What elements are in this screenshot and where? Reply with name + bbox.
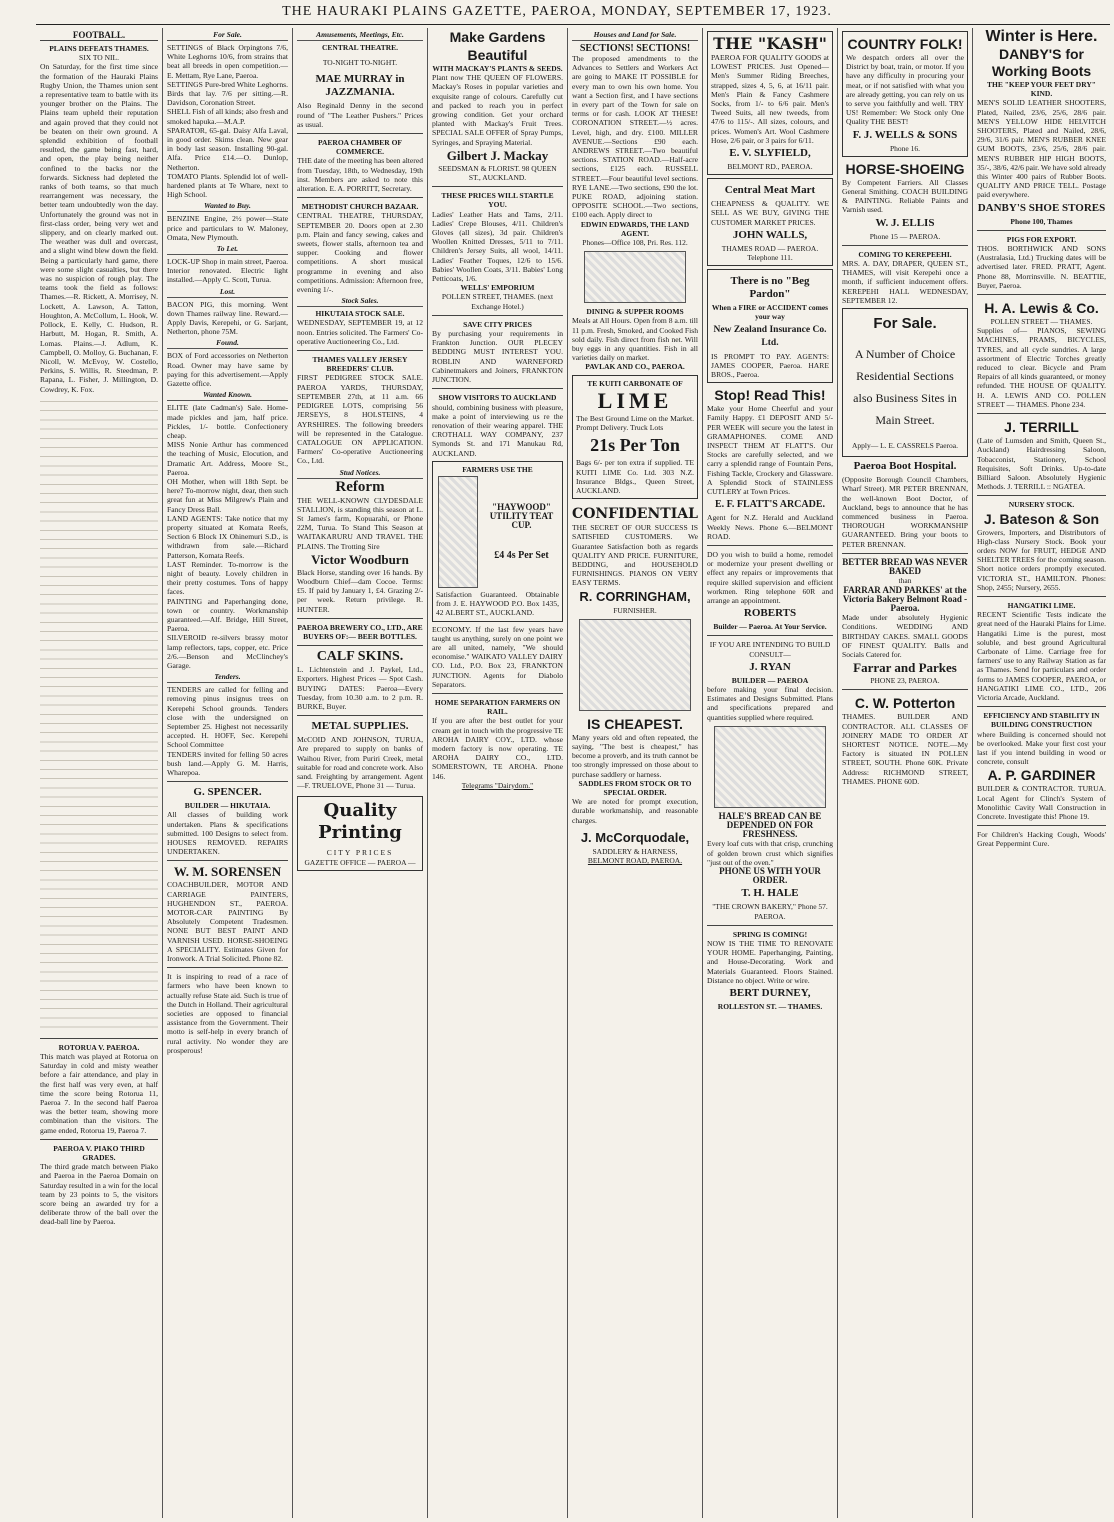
haywood-text <box>484 503 559 562</box>
mcc-address: BELMONT ROAD, PAEROA. <box>587 855 683 865</box>
divider <box>977 495 1106 496</box>
pigs-body: THOS. BORTHWICK AND SONS (Australasia, Ltd.) Trucking dates will be advertised later. FRED. PRATT, Agent. Phone 88, Morrinsville. N. BEATTIE, Buyer, Paeroa. <box>977 244 1106 290</box>
column-sports <box>36 28 163 1518</box>
potterton-name: C. W. Potterton <box>854 695 956 712</box>
story-body-continued <box>40 394 158 1034</box>
section-amusements: Amusements, Meetings, Etc. <box>297 30 423 41</box>
ellis-name: W. J. ELLIS <box>875 216 935 229</box>
spencer-name: G. SPENCER. <box>193 786 262 799</box>
mcc-name: J. McCorquodale, <box>580 829 690 845</box>
dining-title: DINING & SUPPER ROOMS <box>586 307 684 317</box>
kash-title: THE "KASH" <box>713 34 827 53</box>
classified-ad: SPARATOR, 65-gal. Daisy Alfa Laval, in good order. Skims clean. New gear in body last season. Installing 90-gal. Alfa. Price £14.—O. Dunlop, Netherton. <box>167 125 288 172</box>
story-body: The third grade match between Piako and Paeroa in the Paeroa Domain on Saturday resulted in a win for the local team by 23 points to 5, the visitors score being an awarded try for a deliberate throw of the ball over the dead-ball line by Paeroa. <box>40 1162 158 1227</box>
telegrams: Telegrams "Dairydom." <box>461 780 534 790</box>
ryan-intro: IF YOU ARE INTENDING TO BUILD CONSULT— <box>709 640 831 659</box>
danby-title: DANBY'S for Working Boots <box>991 46 1092 79</box>
feature-also: Also Reginald Denny in the second round of "The Leather Pushers." Prices as usual. <box>297 101 423 129</box>
column-gardens <box>428 28 568 1518</box>
jersey-body: FIRST PEDIGREE STOCK SALE. PAEROA YARDS, THURSDAY, SEPTEMBER 27th, at 11 a.m. 66 PEDIGREE LOTS, comprising 56 JERSEYS, 8 HOLSTEINS, 4 AYRSHIRES. The following breeders will be represented in the Catalogue. CATALOGUE ON APPLICATION. Farmers' Co-operative Auctioneering Co., Ltd. <box>297 373 423 466</box>
boot-body: (Opposite Borough Council Chambers, Wharf Street). MR PETER BRENNAN, the well-known Boot Doctor, of Auckland, begs to announce that he has commenced business in Paeroa. THOROUGH WORKMANSHIP GUARANTEED. Bring your boots to PETER BRENNAN. <box>842 475 968 549</box>
terrill-name: J. TERRILL <box>1004 419 1079 436</box>
flatt-body: Agent for N.Z. Herald and Auckland Weekly News. Phone 6.—BELMONT ROAD. <box>707 513 833 541</box>
forsale-ad <box>842 308 968 457</box>
mackay-address: SEEDSMAN & FLORIST. 98 QUEEN ST., AUCKLAND. <box>438 163 557 183</box>
divider <box>40 1139 158 1140</box>
hikutaia-body: WEDNESDAY, SEPTEMBER 19, at 12 noon. Entries solicited. The Farmers' Co-operative Auctioneering Co., Ltd. <box>297 318 423 346</box>
efficiency-title: EFFICIENCY AND STABILITY IN BUILDING CONSTRUCTION <box>983 711 1100 730</box>
theatre-name: CENTRAL THEATRE. <box>322 43 398 52</box>
bazaar-title: METHODIST CHURCH BAZAAR. <box>301 202 419 212</box>
haywood-body: Satisfaction Guaranteed. Obtainable from J. E. HAYWOOD P.O. Box 1435, 42 ALBERT ST., AUCKLAND. <box>436 589 559 618</box>
reform-title: Reform <box>335 478 385 495</box>
bread-body: Every loaf cuts with that crisp, crunching of golden brown crust which signifies "just out of the oven." <box>707 839 833 867</box>
walls-name: JOHN WALLS, <box>732 228 808 241</box>
ryan-name: J. RYAN <box>749 660 791 673</box>
haywood-price: £4 4s Per Set <box>494 550 549 562</box>
forsale-title: For Sale. <box>873 315 937 333</box>
teat-cup-illustration <box>438 476 478 588</box>
divider <box>977 596 1106 597</box>
gardiner-body: BUILDER & CONTRACTOR. TURUA. Local Agent for Clinch's System of Monolithic Cavity Wall Construction in Concrete. Investigate this! Phone 19. <box>977 784 1106 821</box>
bateson-name: J. Bateson & Son <box>983 510 1100 527</box>
printing-sub: CITY PRICES <box>326 848 394 858</box>
filler-paragraph: It is inspiring to read of a race of farmers who have been known to actually refuse State aid. Such is true of the Dutch in Holland. Their agricultural societies are opposed to financial assistance from the Government. Their motto is self-help in every branch of rural activity. No wonder they are prosperous! <box>167 972 288 1055</box>
kerepehi-body: MRS. A. DAY, DRAPER, QUEEN ST., THAMES, will visit Kerepehi once a month, if sufficient inducement offers. KEREPEHI HALL WEDNESDAY, SEPTEMBER 12. <box>842 259 968 305</box>
divider <box>977 413 1106 414</box>
danby-store: DANBY'S SHOE STORES <box>977 201 1106 214</box>
victor-body: Black Horse, standing over 16 hands. By Woodburn Chief—dam Cocoe. Terms: £5. If paid by January 1, £4. Grazing 2/- per week. Return privilege. R. HUNTER. <box>297 567 423 614</box>
meat-ad <box>707 178 833 266</box>
classified-ad: LOCK-UP Shop in main street, Paeroa. Interior renovated. Electric light installed.—Apply C. Scott, Turua. <box>167 257 288 285</box>
danby-sub: THE "KEEP YOUR FEET DRY" KIND. <box>987 80 1096 99</box>
startle-body: Ladies' Leather Hats and Tams, 2/11. Ladies' Crepe Blouses, 4/11. Children's Gloves (all sizes), 3d pair. Children's Woollen Knitted Dresses, 5/11 to 7/11. Children's Jersey Suits, all wool, 14/11. Ladies' Feather Toques, 12/6 to 15/6. Babies' Woollen Coats, 3/11. Babies' Long Petticoats, 1/6. <box>432 209 563 284</box>
story-title: PLAINS DEFEATS THAMES. <box>49 44 149 53</box>
roberts-sub: Builder — Paeroa. At Your Service. <box>713 622 827 632</box>
divider <box>167 860 288 861</box>
column-retail <box>703 28 838 1518</box>
column-classifieds <box>163 28 293 1518</box>
saddles-title: SADDLES FROM STOCK OR TO SPECIAL ORDER. <box>578 778 692 797</box>
story-body: This match was played at Rotorua on Saturday in cold and misty weather before a fair attendance, and play in the first half was very even, at half time the score being Rotorua 11, Paeroa 7. In the second half Paeroa was the better team, showing more combination than the visitors. The game ended, Rotorua 19, Paeroa 7. <box>40 1051 158 1135</box>
hale-name: T. H. HALE <box>741 887 799 900</box>
pavlak-name: PAVLAK AND CO., PAEROA. <box>585 362 685 372</box>
bazaar-body: CENTRAL THEATRE, THURSDAY, SEPTEMBER 20. Doors open at 2.30 p.m. Plain and fancy sewing, cakes and sweets, flower stalls, afternoon tea and supper. Cooking and flower competitions. A short musical programme in evening and also competitions. Admission: Afternoon free, evening 1/-. <box>297 211 423 295</box>
country-body: We despatch orders all over the District by boat, train, or motor. If you have any difficulty in procuring your meat, or if not satisfied with what you are already getting, you can rely on us to serve you faithfully and well. TRY US! Remember: We Stock only One Quality THE BEST! <box>846 53 964 127</box>
divider <box>297 197 423 198</box>
forsale-body: A Number of Choice Residential Sections also Business Sites in Main Street. <box>853 347 957 428</box>
chamber-body: THE date of the meeting has been altered from Tuesday, 18th, to Wednesday, 19th inst. Members are asked to note this alteration. E. A. PORRITT, Secretary. <box>297 156 423 194</box>
spencer-body: All classes of building work undertaken. Plans & specifications submitted. 100 Designs to select from. HOUSES REMOVED. REPAIRS UNDERTAKEN. <box>167 810 288 857</box>
divider <box>707 925 833 926</box>
divider <box>977 706 1106 707</box>
calf-title: CALF SKINS. <box>316 649 404 665</box>
durney-name: BERT DURNEY, <box>729 987 811 999</box>
walls-address: THAMES ROAD — PAEROA. Telephone 111. <box>721 243 819 263</box>
lime-body: The Best Ground Lime on the Market. Prompt Delivery. Truck Lots <box>576 413 694 433</box>
columns <box>36 28 1110 1518</box>
bread-than: than <box>898 576 912 586</box>
divider <box>297 618 423 619</box>
lewis-name: H. A. Lewis & Co. <box>984 300 1099 317</box>
mackay-name: Gilbert J. Mackay <box>446 147 549 163</box>
divider <box>977 230 1106 231</box>
section-football: FOOTBALL. <box>40 30 158 41</box>
story-title: ROTORUA V. PAEROA. <box>58 1042 140 1052</box>
printing-ad <box>297 796 423 870</box>
sorensen-name: W. M. SORENSEN <box>173 864 282 880</box>
divider <box>432 315 563 316</box>
divider <box>707 635 833 636</box>
ryan-body: before making your final decision. Estimates and Designs Submitted. Plans and specifications prepared and quantities supplied where required. <box>707 684 833 722</box>
bread-title: BETTER BREAD WAS NEVER BAKED <box>842 556 968 577</box>
divider <box>297 715 423 716</box>
divider <box>432 388 563 389</box>
startle-title: THESE PRICES WILL STARTLE YOU. <box>441 191 554 210</box>
flatt-name: E. F. FLATT'S ARCADE. <box>714 499 826 511</box>
classified-ad: ELITE (late Cadman's) Sale. Home-made pickles and jam, half price. Pickles, 1/- bottle. Confectionery cheap. <box>167 403 288 440</box>
lime-word: LIME <box>597 387 673 413</box>
brewery-title: PAEROA BREWERY CO., LTD., ARE BUYERS OF:— BEER BOTTLES. <box>297 622 423 641</box>
section-stock-sales: Stock Sales. <box>297 296 423 307</box>
bread-illustration <box>714 726 826 808</box>
horse-body: By Competent Farriers. All Classes General Smithing. COACH BUILDING & PAINTING. Reliable Paints and Varnish used. <box>842 177 968 215</box>
meat-title: Central Meat Mart <box>724 184 816 197</box>
divider <box>977 294 1106 295</box>
divider <box>842 689 968 690</box>
country-title: COUNTRY FOLK! <box>847 36 963 52</box>
stop-body: Make your Home Cheerful and your Family Happy. £1 DEPOSIT AND 5/- PER WEEK will secure you the latest in GRAMAPHONES. COME AND INSPECT THEM AT FLATT'S. Our Stocks are carefully selected, and we carry a splendid range of Fountain Pens, Fishing Tackle, Crockery and Glassware. A Splendid Stock of STAINLESS CUTLERY at Town Prices. <box>707 404 833 497</box>
masthead: THE HAURAKI PLAINS GAZETTE, PAEROA, MONDAY, SEPTEMBER 17, 1923. <box>282 4 832 19</box>
column-amusements <box>293 28 428 1518</box>
classified-ad: MISS Nonie Arthur has commenced the teaching of Music, Elocution, and Dramatic Art. Address, Moore St., Paeroa. <box>167 440 288 477</box>
boot-title: Paeroa Boot Hospital. <box>853 460 957 473</box>
potterton-body: THAMES. BUILDER AND CONTRACTOR. ALL CLASSES OF JOINERY MADE TO ORDER AT SHORTEST NOTICE. NOTE.—My Factory is situated IN POLLEN STREET, SOUTH. Phone 60K. Private Address: RICHMOND STREET, THAMES. PHONE 60D. <box>842 712 968 786</box>
gardens-body: Plant now THE QUEEN OF FLOWERS. Mackay's Roses in popular varieties and exquisite range of colours. Carefully cut and packed to reach you in perfect growing condition. Get your orchard planted with Mackay's Fruit Trees. SPECIAL SALE OFFER of Spray Pumps, Syringes, and Spraying Material. <box>432 73 563 147</box>
classified-ad: SETTINGS Pure-bred White Leghorns. Birds that lay. 7/6 per sitting.—R. Davidson, Coronation Street. <box>167 79 288 108</box>
hangatiki-title: HANGATIKI LIME. <box>1007 600 1076 610</box>
reform-body: THE WELL-KNOWN CLYDESDALE STALLION, is standing this season at L. St James's farm, Kopuarahi, or Phone 22M, Turua. To Stand This Season at WAITAKARURU AND TRAVEL THE PLAINS. The Trotting Sire <box>297 495 423 551</box>
edwards-phone: Phones—Office 108, Pri. Res. 112. <box>582 238 688 248</box>
classified-ad: SETTINGS of Black Orpingtons 7/6, White Leghorns 10/6, from strains that beat all breeds in open competition.—E. Mettam, Rye Lane, Paeroa. <box>167 43 288 80</box>
winter-title: Winter is Here. <box>985 28 1098 45</box>
classified-ad: PAINTING and Paperhanging done, town or country. Workmanship guaranteed.—Alf. Bridge, Hill Street, Paeroa. <box>167 596 288 634</box>
haywood-farmers: FARMERS USE THE <box>462 464 533 474</box>
divider <box>432 693 563 694</box>
classified-ad: LAND AGENTS: Take notice that my property situated at Komata Reefs, Section 6 Block IX Ohinemuri S.D., is withdrawn from sale.—Richard Patterson, Komata Reefs. <box>167 513 288 560</box>
savecity-body: By purchasing your requirements in Frankton Junction. OUR PLECEY BEDDING MUST INTEREST YOU. ROBLIN AND WARNEFORD Cabinetmakers and Joiners, FRANKTON JUNCTION. <box>432 329 563 385</box>
insurance-ad <box>707 269 833 383</box>
lewis-body: Supplies of— PIANOS, SEWING MACHINES, PRAMS, BICYCLES, TYRES, and all cycle sundries. A large assortment of Electric Torches greatly reduced to clear. Bicycle and Pram Repairs of all kinds guaranteed, or money refunded. THE HOUSE OF QUALITY. H. A. LEWIS AND CO. POLLEN STREET — THAMES. Phone 234. <box>977 326 1106 409</box>
confidential-title: CONFIDENTIAL <box>572 506 698 523</box>
haywood-row <box>436 474 559 590</box>
forsale-contact: Apply— L. E. CASSRELS Paeroa. <box>851 441 959 451</box>
section-wanted-to-buy: Wanted to Buy. <box>167 201 288 212</box>
hale-sub: "THE CROWN BAKERY," Phone 57. PAEROA. <box>712 902 828 921</box>
cheapest-body: Many years old and often repeated, the saying, "The best is cheapest," has become a proverb, and its truth cannot be too strongly impressed on those about to purchase saddlery or harness. <box>572 732 698 779</box>
ryan-sub: BUILDER — PAEROA <box>731 675 809 685</box>
classified-ad: TENDERS are called for felling and removing pinus insignus trees on Kerepehi School grounds. Tenders close with the undersigned on September 25. Highest not necessarily accepted. H. HOFF, Sec. Kerepehi School Committee <box>167 685 288 750</box>
efficiency-body: where Building is concerned should not be overlooked. Make your first cost your last if you intend building in wood or concrete, consult <box>977 729 1106 767</box>
farrar-sign: Farrar and Parkes <box>853 660 957 676</box>
divider <box>432 186 563 187</box>
masthead-rule <box>36 24 1110 25</box>
story-body: On Saturday, for the first time since the formation of the Hauraki Plains Rugby Union, the Thames union sent a representative team to battle with its younger brother on the Plains. The Plains team upheld their reputation and again proved that they could not be beaten on their own ground. A splendid exhibition of football resulted, the game being fast, hard, and open, the play being neither confined to the backs nor the forwards. Sickness had depleted the ranks of both teams, so that much rearrangement was necessary, the better team undoubtedly won the day. Unfortunately the ground was not in first-class order, being very wet and slippery, and on clearly marked out. The weather was dull and overcast, and a slight wind blew down the field. Being a particularly hard game, there were some slight casualties, but there was no suspicion of rough play. The teams took the field as follows: Thames.—R. Rickett, A. Morrisey, N. Lockett, A. Lawson, A. Tatton, Houghton, A. McCollum, L. Hook, W. Pollock, E. Kelly, C. Hudson, R. Harbutt, M. Hogan, R. Smith, A. Lomas. Plains.—J. Adlum, K. Campbell, O. Molloy, G. Buchanan, F. Nicoll, W. McEvoy, W. Costello, Perkins, S. Willis, R. Steedman, P. Rapana, L. Fisher, J. Millington, D. Cowdrey, K. Fox. <box>40 62 158 394</box>
metal-body: McCOID AND JOHNSON, TURUA, Are prepared to supply on banks of Waihou River, from Puriri Creek, metal suitable for road and concrete work. Also sand. Freighting by arrangement. Agent—F. TRUELOVE, Phone 31 — Turua. <box>297 735 423 791</box>
footer-note: For Children's Hacking Cough, Woods' Great Peppermint Cure. <box>977 830 1106 849</box>
kerepehi-title: COMING TO KEREPEEHI. <box>858 249 952 259</box>
gardiner-name: A. P. GARDINER <box>987 767 1096 784</box>
hangatiki-body: RECENT Scientific Tests indicate the great need of the Hauraki Plains for Lime. Hangatiki Lime is the purest, most soluble, and best ground Agricultural Carbonate of Lime. Carriage free for farmers' use to any Railway Station as far as Thames. Send for particulars and order forms to JAMES COOPER, PAEROA, or HANGATIKI LIME CO., LTD., 206 Victoria Arcade, Auckland. <box>977 610 1106 702</box>
classified-ad: SILVEROID re-silvers brassy motor lamp reflectors, taps, copper, etc. Price 2/6.—Benson and McClinchey's Garage. <box>167 633 288 670</box>
divider <box>842 245 968 246</box>
bateson-body: Growers, Importers, and Distributors of High-class Nursery Stock. Book your orders NOW for FRUIT, HEDGE AND SHELTER TREES for the coming season. Short notice orders promptly executed. VICTORIA ST., HAMILTON. Phones: Shop, 2455; Nursery, 2655. <box>977 527 1106 592</box>
lime-more: Bags 6/- per ton extra if supplied. TE KUITI LIME Co. Ltd. 303 N.Z. Insurance Bldgs., Queen Street, AUCKLAND. <box>576 458 694 495</box>
printing-title: Quality Printing <box>318 800 402 844</box>
cheapest-title: IS CHEAPEST. <box>587 715 683 732</box>
section-to-let: To Let. <box>167 244 288 255</box>
kash-body: PAEROA FOR QUALITY GOODS at LOWEST PRICES. Just Opened— Men's Summer Riding Breeches, strapped, sizes 4, 5, 6, at 16/11 pair. Men's Plain & Fancy Cashmere Socks, from 1/- to 6/6 pair. Men's Tweed Suits, all new tweeds, from 47/6 to 115/-. All sizes, colours, and prices. Women's Art. Wool Cashmere Hose, 2/6 pair, or 3 pairs for 6/11. <box>711 53 829 145</box>
durney-address: ROLLESTON ST. — THAMES. <box>717 1002 823 1011</box>
home-body: If you are after the best outlet for your cream get in touch with the progressive TE AROHA DAIRY COY., LTD. whose modern factory is now operating. TE AROHA DAIRY CO., LTD. SOMERSTOWN, TE AROHA. Phone 146. <box>432 716 563 781</box>
monogram-logo <box>584 251 686 303</box>
shows-title: SHOW VISITORS TO AUCKLAND <box>438 393 557 403</box>
calf-body: L. Lichtenstein and J. Paykel, Ltd., Exporters. Highest Prices — Spot Cash. BUYING DATES: Paeroa—Every Tuesday, from 10.30 a.m. to 2 p.m. R. BURKE, Buyer. <box>297 665 423 711</box>
build-body: DO you wish to build a home, remodel or modernize your present dwelling or effect any repairs or improvements that require skilled supervision and efficient workmen. Ring telephone 60R and arrange an appointment. <box>707 549 833 605</box>
nzins-body: IS PROMPT TO PAY. AGENTS: JAMES COOPER, Paeroa. HARE BROS., Paeroa. <box>711 351 829 380</box>
ellis-phone: Phone 15 — PAEROA. <box>869 231 941 241</box>
spring-title: SPRING IS COMING! <box>732 929 808 939</box>
meat-body: CHEAPNESS & QUALITY. WE SELL AS WE BUY, GIVING THE CUSTOMER MARKET PRICES. <box>711 199 829 227</box>
saddles-body: We are noted for prompt execution, durable workmanship, and reasonable charges. <box>572 797 698 825</box>
feature-star: MAE MURRAY in JAZZMANIA. <box>315 73 405 99</box>
slyfield-address: BELMONT RD., PAEROA. <box>727 162 813 172</box>
classified-ad: TENDERS invited for felling 50 acres bush land.—Apply G. M. Harris, Wharepoa. <box>167 749 288 778</box>
roberts-name: ROBERTS <box>743 607 797 620</box>
tekuiti-title: TE KUITI CARBONATE OF <box>587 378 683 388</box>
divider <box>167 781 288 782</box>
classified-ad: BENZINE Engine, 2½ power—State price and particulars to W. Maloney, Omata, New Plymouth. <box>167 214 288 242</box>
pardon-sub: When a FIRE or ACCIDENT comes your way <box>711 303 829 322</box>
chamber-title: PAEROA CHAMBER OF COMMERCE. <box>317 138 403 157</box>
nursery-title: NURSERY STOCK. <box>1008 500 1075 510</box>
pigs-title: PIGS FOR EXPORT. <box>1006 234 1077 244</box>
section-wanted-known: Wanted Known. <box>167 390 288 401</box>
farrar-body: Made under absolutely Hygienic Conditions. WEDDING AND BIRTHDAY CAKES. SMALL GOODS OF FINEST QUALITY. Balls and Socials Catered for. <box>842 613 968 659</box>
danby-phone: Phone 100, Thames <box>1010 216 1073 226</box>
hikutaia-title: HIKUTAIA STOCK SALE. <box>315 309 405 319</box>
section-tenders: Tenders. <box>167 672 288 683</box>
savecity-title: SAVE CITY PRICES <box>463 319 532 329</box>
sections-title: SECTIONS! SECTIONS! <box>579 43 691 54</box>
pardon-title: There is no "Beg Pardon" <box>730 275 810 301</box>
classified-ad: BOX of Ford accessories on Netherton Road. Owner may have same by paying for this advertisement.—Apply Gazette office. <box>167 351 288 389</box>
victor-title: Victor Woodburn <box>311 551 409 567</box>
danby-body: MEN'S SOLID LEATHER SHOOTERS, Plated, Nailed, 23/6, 25/6, 28/6 pair. MEN'S YELLOW HIDE HELVITCH SHOOTERS, Plated and Nailed, 28/6, 29/6, 31/6 pair. MEN'S RUBBER KNEE GUM BOOTS, 23/6, 25/6, 28/6 pair. MEN'S RUBBER HIP HIGH BOOTS, 35/-, 38/6, 42/6 pair. We have sold already this Winter 400 pairs of Rubber Boots. QUALITY AND PRICE TELL. Postage paid everywhere. <box>977 98 1106 200</box>
shows-body: should, combining business with pleasure, make a point of interviewing us re the renovation of their wearing apparel. THE CROTHALL WAY COMPANY, 237 Symonds St. and 171 Manukau Rd, AUCKLAND. <box>432 402 563 458</box>
fjwells-name: F. J. WELLS & SONS <box>852 128 958 141</box>
mcc-sub: SADDLERY & HARNESS, <box>592 846 678 856</box>
corringham-sub: FURNISHER. <box>613 605 657 615</box>
section-lost: Lost. <box>167 287 288 298</box>
phone-order: PHONE US WITH YOUR ORDER. <box>719 865 821 886</box>
gardens-sub: WITH MACKAY'S PLANTS & SEEDS. <box>432 64 563 73</box>
country-ad <box>842 31 968 157</box>
divider <box>842 553 968 554</box>
tonight: TO-NIGHT TO-NIGHT. <box>322 58 398 68</box>
sections-body: The proposed amendments to the Advances to Settlers and Workers Act are going to MAKE IT POSSIBLE for every man to own his own home. You want a Section first, and I have sections in every part of the Town for sale on terms or for cash. LOOK AT THESE! CORONATION STREET.—½ acres. Level, high, and dry. £100. MILLER AVENUE.—Sections £90 each. ANDREWS STREET.—Two beautiful sections. STATION ROAD.—Half-acre sections, £125 each. RUSSELL STREET.—Four beautiful level sections. RYE LANE.—Two sections, £90 the lot. PUKE ROAD, adjoining station. OPPOSITE SCHOOL.—Two sections, £100 each. Apply direct to <box>572 54 698 220</box>
slyfield-name: E. V. SLYFIELD, <box>729 147 811 160</box>
section-stud-notices: Stud Notices. <box>297 468 423 479</box>
printing-office: GAZETTE OFFICE — PAEROA — <box>304 857 416 867</box>
divider <box>297 350 423 351</box>
terrill-body: (Late of Lumsden and Smith, Queen St., Auckland) Hairdressing Saloon, Tobacconist, Stationery, School Requisites, Soft Drinks. Up-to-date Billiard Saloon. Absolutely Hygienic Methods. J. TERRILL :: NGATEA. <box>977 436 1106 492</box>
lime-ad <box>572 375 698 499</box>
divider <box>40 1038 158 1039</box>
divider <box>167 967 288 968</box>
column-land <box>568 28 703 1518</box>
classified-ad: TOMATO Plants. Splendid lot of well-hardened plants at Te Whare, next to High School. <box>167 171 288 200</box>
fjwells-phone: Phone 16. <box>890 143 920 153</box>
column-trades <box>838 28 973 1518</box>
section-found: Found. <box>167 338 288 349</box>
bread-title: HALE'S BREAD CAN BE DEPENDED ON FOR FRESHNESS. <box>718 810 822 840</box>
column-boots <box>973 28 1110 1518</box>
lime-price: 21s Per Ton <box>590 435 680 456</box>
classified-ad: OH Mother, when will 18th Sept. be here? To-morrow night, dear, then such great fun at Miss Milgrew's Plain and Fancy Dress Ball. <box>167 476 288 514</box>
divider <box>707 545 833 546</box>
stop-title: Stop! Read This! <box>714 387 826 404</box>
classified-ad: LAST Reminder. To-morrow is the night of beauty. Lovely children in their pretty costumes. Tons of happy faces. <box>167 559 288 597</box>
wells-address: POLLEN STREET, THAMES. (next Exchange Hotel.) <box>441 292 554 311</box>
classified-ad: SHELL Fish of all kinds; also fresh and smoked hapuka.—M.A.P. <box>167 107 288 126</box>
nzins-name: New Zealand Insurance Co. Ltd. <box>713 324 827 348</box>
farrar-phone: PHONE 23, PAEROA. <box>870 676 940 686</box>
metal-title: METAL SUPPLIES. <box>311 720 409 733</box>
spencer-trade: BUILDER — HIKUTAIA. <box>184 801 271 811</box>
haywood-product: "HAYWOOD" UTILITY TEAT CUP. <box>489 501 554 531</box>
farrar-name: FARRAR AND PARKES' at the Victoria Bakery Belmont Road - Paeroa. <box>842 584 968 613</box>
wells-name: WELLS' EMPORIUM <box>460 283 535 293</box>
story-score: SIX TO NIL. <box>79 53 119 63</box>
jersey-title: THAMES VALLEY JERSEY BREEDERS' CLUB. <box>312 355 408 374</box>
sorensen-body: COACHBUILDER, MOTOR AND CARRIAGE PAINTERS, HUGHENDON ST., PAEROA. MOTOR-CAR PAINTING By Absolutely Competent Tradesmen. NONE BUT BEST PAINT AND VARNISH USED. HORSE-SHOEING A SPECIALITY. Estimates Given for Ironwork. A Trial Solicited. Phone 82. <box>167 880 288 964</box>
kash-ad <box>707 31 833 175</box>
divider <box>297 133 423 134</box>
story-title: PAEROA V. PIAKO THIRD GRADES. <box>53 1143 145 1162</box>
section-houses-land: Houses and Land for Sale. <box>572 30 698 41</box>
home-title: HOME SEPARATION FARMERS ON RAIL. <box>434 697 561 717</box>
confidential-body: THE SECRET OF OUR SUCCESS IS SATISFIED CUSTOMERS. We Guarantee Satisfaction both as regards QUALITY AND PRICE. FURNITURE, BEDDING, and HOUSEHOLD FURNISHINGS. PIANOS ON VERY EASY TERMS. <box>572 523 698 588</box>
corringham-name: R. CORRINGHAM, <box>579 588 691 604</box>
gardens-title: Make Gardens Beautiful <box>449 29 546 63</box>
classified-ad: BACON PIG, this morning. Went down Thames railway line. Reward.—Apply Davis, Kerepehi, or G. Sarjant, Netherton, phone 75M. <box>167 299 288 337</box>
edwards-name: EDWIN EDWARDS, THE LAND AGENT. <box>580 219 690 238</box>
spring-body: NOW IS THE TIME TO RENOVATE YOUR HOME. Paperhanging, Painting, and House-Decorating. Work and Materials Guaranteed. Floors Stained. Distance no object. Write or wire. <box>707 938 833 985</box>
dining-body: Meals at All Hours. Open from 8 a.m. till 11 p.m. Fresh, Smoked, and Cooked Fish sold daily. Fish direct from fish net. Will buy eggs in any quantities. Fish in all varieties daily on market. <box>572 316 698 363</box>
section-for-sale: For Sale. <box>167 30 288 41</box>
haywood-ad <box>432 461 563 622</box>
lewis-address: POLLEN STREET — THAMES. <box>990 317 1093 327</box>
divider <box>977 825 1106 826</box>
economy-body: ECONOMY. If the last few years have taught us anything, surely on one point we are all united, namely, "We should economise." WAIKATO VALLEY DAIRY CO. Ltd., P.O. Box 23, FRANKTON JUNCTION. Agents for Diabolo Separators. <box>432 624 563 689</box>
saddle-illustration <box>579 619 691 711</box>
horse-title: HORSE-SHOEING <box>845 160 965 177</box>
divider <box>297 645 423 646</box>
